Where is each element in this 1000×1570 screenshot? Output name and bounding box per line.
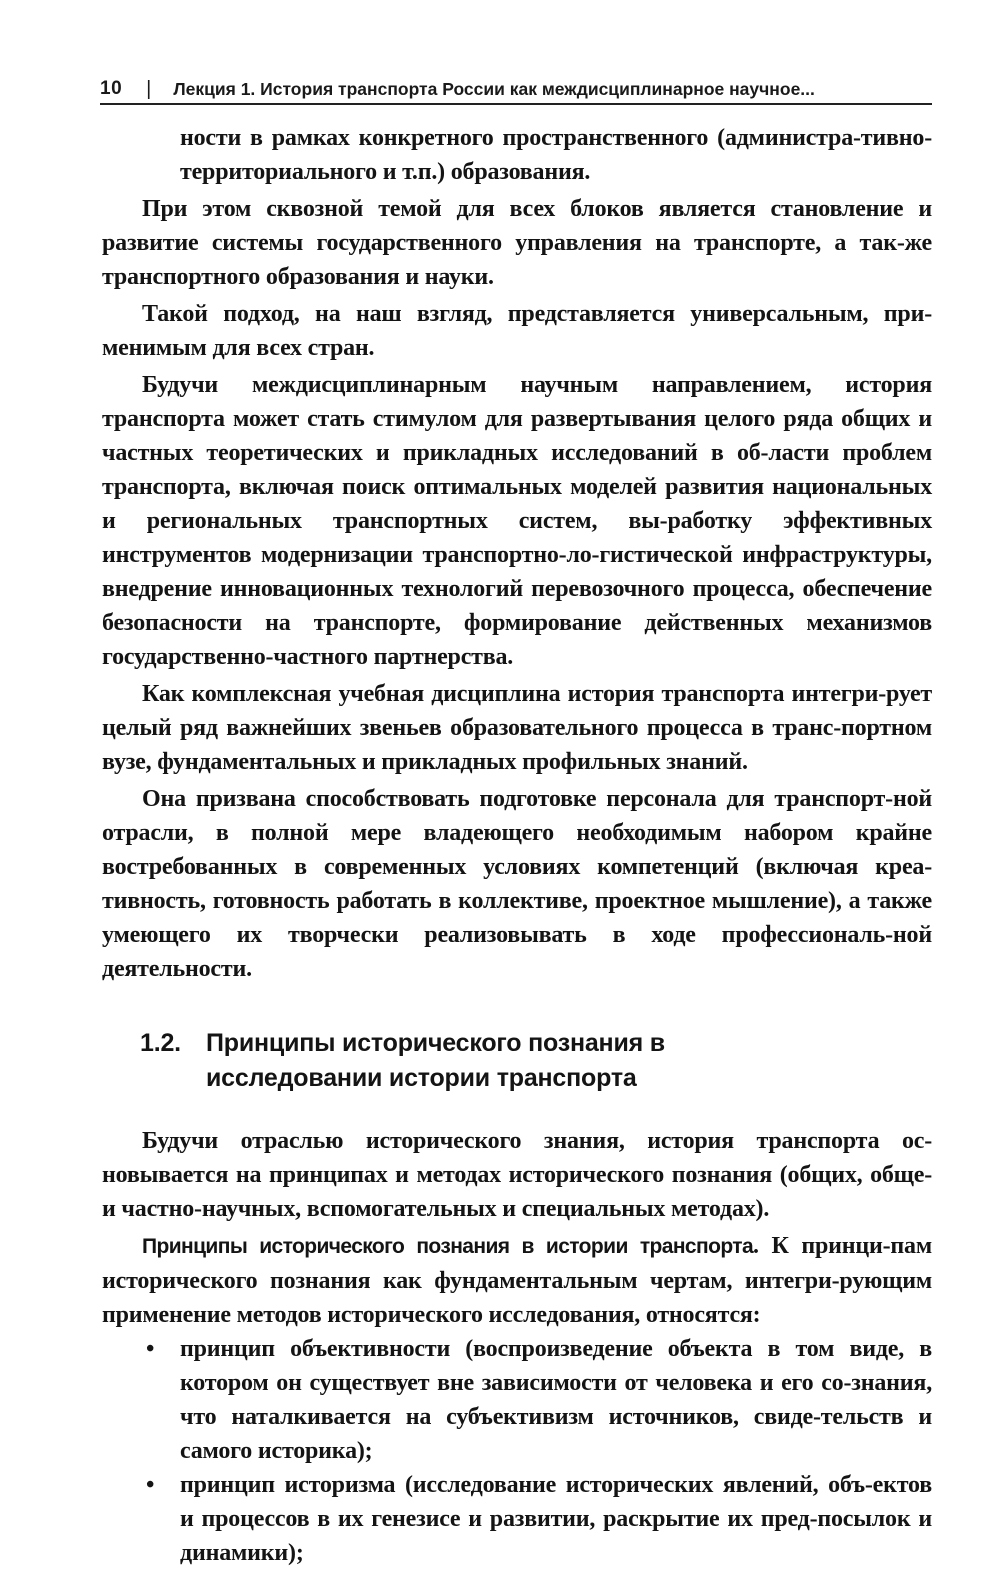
list-item-text: принцип историзма (исследование исторических явлений, объ-ектов и процессов в их генезисе и развитии, раскрытие их пред-посылок и динамики); [180,1472,932,1566]
list-item-text: принцип объективности (воспроизведение объекта в том виде, в котором он существует вне зависимости от человека и его со-знания, что наталкивается на субъективизм источников, свиде-тельств и самого историка); [180,1336,932,1464]
runin-text: . К принци-пам исторического познания как фундаментальным чертам, интегри-рующим применение методов исторического исследования, относятся: [102,1233,932,1328]
principles-list [102,1332,932,1570]
runin-heading: Принципы исторического познания в истории транспорта [142,1235,754,1258]
paragraph-approach: Такой подход, на наш взгляд, представляется универсальным, при-менимым для всех стран. [102,301,932,361]
paragraph-governance: При этом сквозной темой для всех блоков является становление и развитие системы государственного управления на транспорте, а так-же транспортного образования и науки. [102,196,932,290]
section-number: 1.2. [140,1029,181,1057]
section-heading [102,1026,932,1096]
list-item [102,1332,932,1468]
paragraph-interdisciplinary: Будучи междисциплинарным научным направлением, история транспорта может стать стимулом для развертывания целого ряда общих и частных теоретических и прикладных исследований в об-ласти проблем транспорта, включая поиск оптимальных моделей развития национальных и региональных транспортных систем, вы-работку эффективных инструментов модернизации транспортно-ло-гистической инфраструктуры, внедрение инновационных технологий перевозочного процесса, обеспечение безопасности на транспорте, формирование действенных механизмов государственно-частного партнерства. [102,372,932,670]
principles-paragraph [102,1229,932,1332]
running-title: Лекция 1. История транспорта России как междисциплинарное научное... [173,78,815,99]
section-title: Принципы исторического познания в исследовании истории транспорта [206,1029,665,1092]
bullet-icon: • [146,1472,155,1498]
running-header [100,74,932,104]
header-rule [100,103,932,105]
bullet-icon: • [146,1336,155,1362]
paragraph-personnel: Она призвана способствовать подготовке персонала для транспорт-ной отрасли, в полной мере владеющего необходимым набором крайне востребованных в современных условиях компетенций (включая креа-тивность, готовность работать в коллективе, проектное мышление), а также умеющего их творчески реализовывать в ходе профессиональ-ной деятельности. [102,786,932,982]
header-separator: | [146,77,152,100]
main-text [102,121,932,1570]
list-item [102,1468,932,1570]
continuation-paragraph: ности в рамках конкретного пространственного (администра-тивно-территориального и т.п.) образования. [180,125,932,185]
section-intro-paragraph: Будучи отраслью исторического знания, история транспорта ос-новывается на принципах и методах исторического познания (общих, обще- и частно-научных, вспомогательных и специальных методах). [102,1128,932,1222]
paragraph-discipline: Как комплексная учебная дисциплина история транспорта интегри-рует целый ряд важнейших звеньев образовательного процесса в транс-портном вузе, фундаментальных и прикладных профильных знаний. [102,681,932,775]
page-number: 10 [100,78,123,99]
